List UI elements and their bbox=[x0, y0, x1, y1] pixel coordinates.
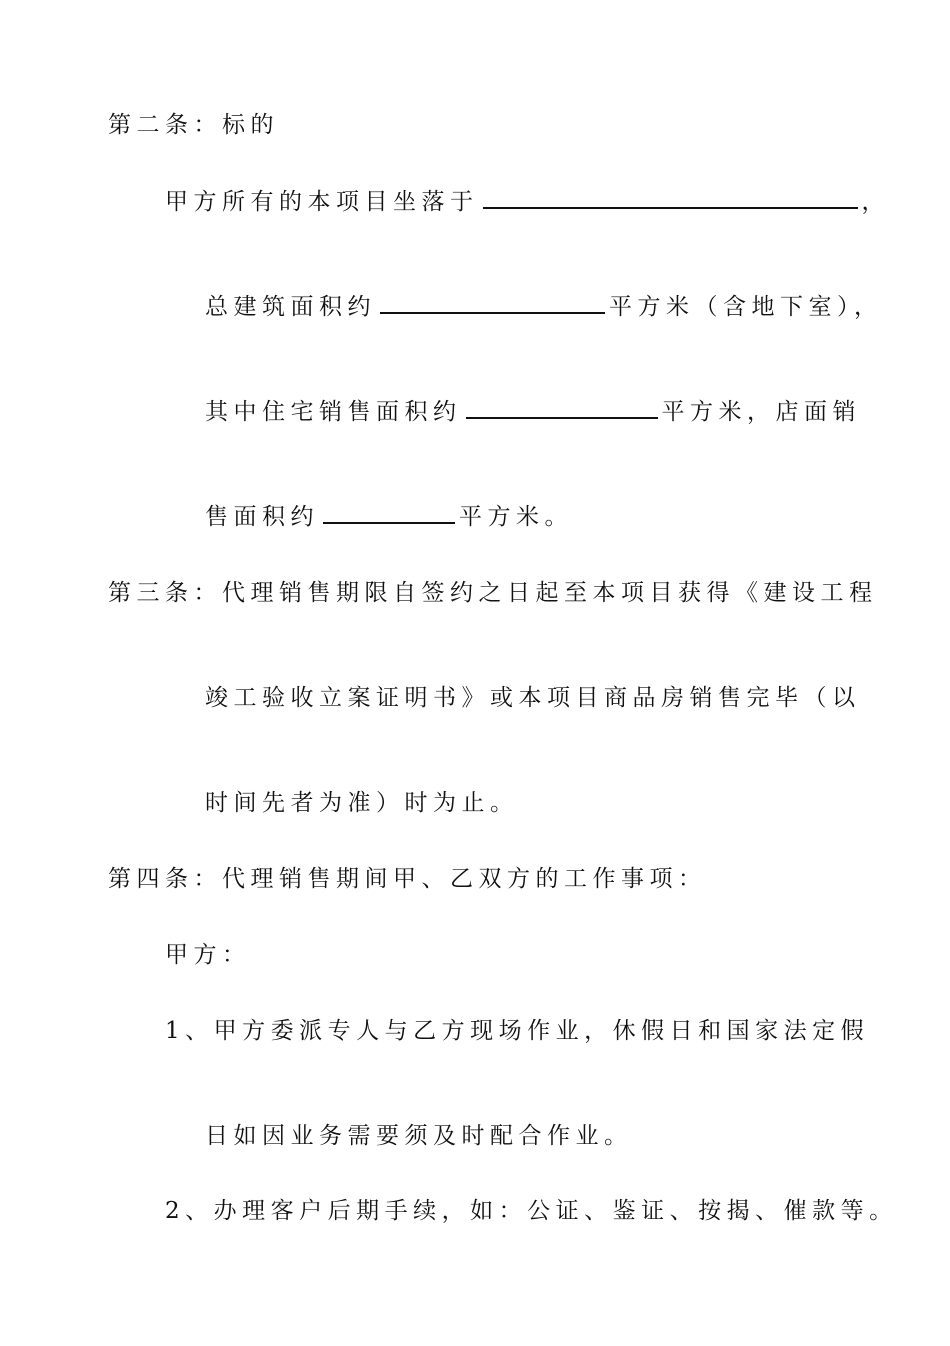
article-2-total-area-line: 总建筑面积约 平方米（含地下室）， bbox=[205, 290, 883, 322]
shop-area-blank[interactable] bbox=[323, 500, 455, 524]
article-4-item-1-line-1: 1、甲方委派专人与乙方现场作业，休假日和国家法定假 bbox=[165, 1018, 870, 1044]
article-3-line-3: 时间先者为准）时为止。 bbox=[205, 790, 519, 816]
residential-area-blank[interactable] bbox=[466, 395, 658, 419]
party-a-label: 甲方： bbox=[165, 942, 251, 968]
article-3-line-2: 竣工验收立案证明书》或本项目商品房销售完毕（以 bbox=[205, 685, 861, 711]
article-2-heading: 第二条：标的 bbox=[108, 112, 279, 138]
article-4-item-2: 2、办理客户后期手续，如：公证、鉴证、按揭、催款等。 bbox=[165, 1198, 898, 1224]
article-4-item-1-line-2: 日如因业务需要须及时配合作业。 bbox=[205, 1123, 633, 1149]
article-2-location-line: 甲方所有的本项目坐落于 ， bbox=[165, 185, 890, 217]
article-4-heading: 第四条：代理销售期间甲、乙双方的工作事项： bbox=[108, 866, 707, 892]
article-3-line-1: 第三条：代理销售期限自签约之日起至本项目获得《建设工程 bbox=[108, 580, 878, 606]
location-blank[interactable] bbox=[483, 185, 858, 209]
total-area-blank[interactable] bbox=[380, 290, 605, 314]
article-2-shop-area-line: 售面积约 平方米。 bbox=[205, 500, 573, 532]
article-2-residential-area-line: 其中住宅销售面积约 平方米，店面销 bbox=[205, 395, 861, 427]
